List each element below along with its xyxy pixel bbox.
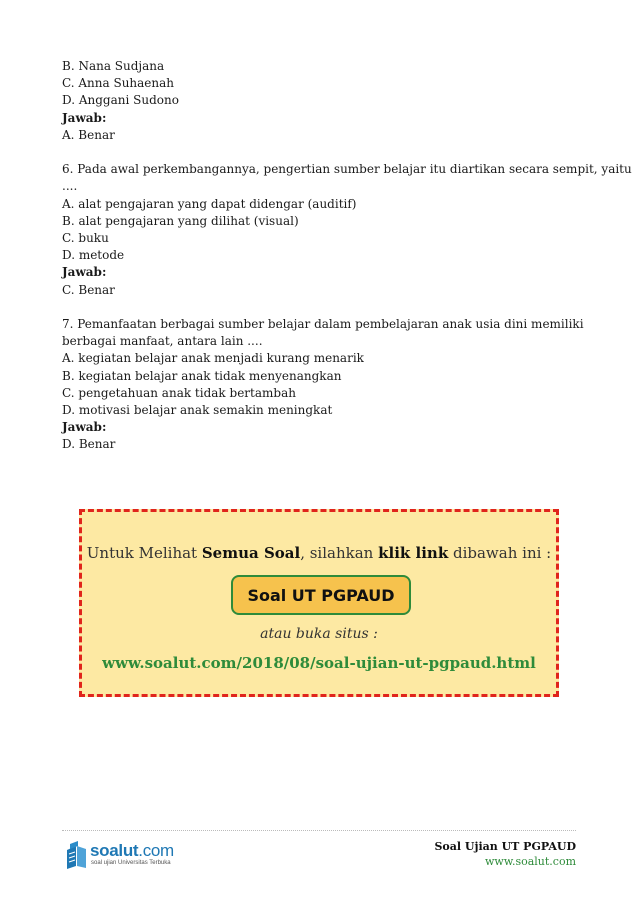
question-7-line1: 7. Pemanfaatan berbagai sumber belajar dalam pembelajaran anak usia dini memiliki (62, 317, 584, 332)
book-stack-icon (64, 840, 90, 870)
q7-answer: D. Benar (62, 437, 116, 452)
answer-label: Jawab: (62, 110, 107, 125)
promo-box (79, 509, 559, 697)
question-6-line2: .... (62, 179, 78, 194)
question-6-line1: 6. Pada awal perkembangannya, pengertian sumber belajar itu diartikan secara sempit, yaitu (62, 162, 632, 177)
promo-text (82, 544, 556, 562)
q6-answer: C. Benar (62, 282, 115, 297)
q7-option-c: C. pengetahuan anak tidak bertambah (62, 385, 296, 400)
logo-tagline: soal ujian Universitas Terbuka (91, 860, 171, 866)
q7-option-b: B. kegiatan belajar anak tidak menyenangkan (62, 368, 342, 383)
exam-content (62, 58, 632, 454)
promo-or-text: atau buka situs : (260, 626, 378, 642)
promo-text-mid: , silahkan (300, 544, 379, 562)
promo-text-bold2: klik link (378, 544, 449, 562)
q6-option-b: B. alat pengajaran yang dilihat (visual) (62, 213, 299, 228)
option-b: B. Nana Sudjana (62, 59, 165, 73)
footer-url-link[interactable]: www.soalut.com (485, 855, 576, 868)
question-7-line2: berbagai manfaat, antara lain .... (62, 334, 263, 349)
logo-wordmark (90, 841, 174, 861)
option-c: C. Anna Suhaenah (62, 76, 175, 91)
soal-ut-pgpaud-button[interactable]: Soal UT PGPAUD (231, 575, 411, 615)
q7-answer-label: Jawab: (62, 420, 107, 435)
footer-title: Soal Ujian UT PGPAUD (434, 840, 576, 853)
q6-answer-label: Jawab: (62, 265, 107, 280)
footer-divider (62, 830, 576, 831)
q6-option-c: C. buku (62, 231, 109, 246)
soalut-logo (64, 838, 184, 872)
promo-url-link[interactable]: www.soalut.com/2018/08/soal-ujian-ut-pgpaud.html (102, 654, 536, 672)
promo-text-post: dibawah ini : (448, 544, 552, 562)
answer: A. Benar (62, 127, 115, 142)
logo-suffix: .com (138, 841, 174, 860)
promo-text-bold1: Semua Soal (201, 544, 301, 562)
q6-option-d: D. metode (62, 248, 125, 263)
option-d: D. Anggani Sudono (62, 93, 179, 108)
promo-text-pre: Untuk Melihat (86, 544, 202, 562)
q7-option-a: A. kegiatan belajar anak menjadi kurang menarik (62, 351, 364, 366)
q6-option-a: A. alat pengajaran yang dapat didengar (auditif) (62, 196, 357, 211)
q7-option-d: D. motivasi belajar anak semakin meningkat (62, 403, 333, 418)
logo-name: soalut (90, 841, 139, 860)
